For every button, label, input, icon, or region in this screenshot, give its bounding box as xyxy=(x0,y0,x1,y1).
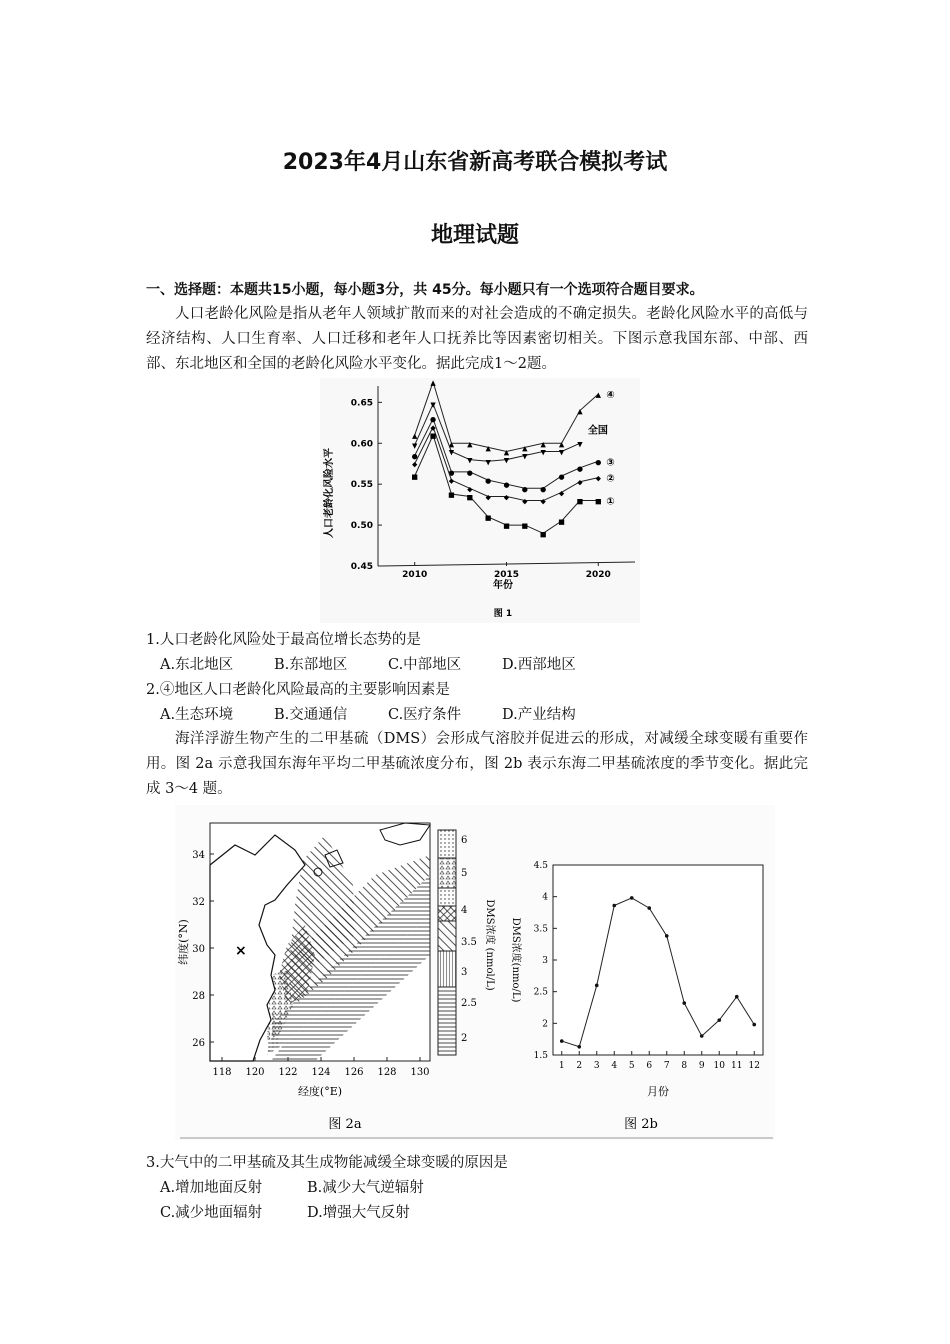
figure-1-point: ▼ xyxy=(577,440,583,449)
legend-title: DMS浓度 (nmol/L) xyxy=(484,899,495,991)
figure-2b-point xyxy=(595,984,599,988)
figure-2b-ytick-label: 1.5 xyxy=(533,1051,548,1061)
question-3-options-row1 xyxy=(160,1176,424,1197)
figure-1-point: ▲ xyxy=(540,440,546,449)
figure-2b-point xyxy=(647,906,651,910)
figure-2b-point xyxy=(752,1023,756,1027)
question-3-options-row2 xyxy=(160,1201,410,1222)
figure-1-point: ● xyxy=(540,485,547,494)
figure-2b-xtick-label: 12 xyxy=(748,1061,760,1071)
figure-1-xtick-label: 2015 xyxy=(493,570,520,580)
figure-2b-point xyxy=(682,1001,686,1005)
question-2-stem: 2.④地区人口老龄化风险最高的主要影响因素是 xyxy=(146,682,450,698)
figure-1-point: ▲ xyxy=(430,378,436,387)
figure-1-point: ▲ xyxy=(595,391,601,400)
question-1-stem: 1.人口老龄化风险处于最高位增长态势的是 xyxy=(146,632,421,648)
map-2a-ytick-label: 30 xyxy=(192,944,205,955)
figure-1-point: ■ xyxy=(484,513,492,522)
figure-1-series-label: ④ xyxy=(606,390,615,402)
map-2a-xtick-label: 122 xyxy=(278,1067,298,1078)
figure-1-point: ◆ xyxy=(522,497,528,506)
figure-1-point: ▼ xyxy=(448,448,455,457)
figure-1-point: ▲ xyxy=(503,448,510,457)
map-2a-ytick-label: 26 xyxy=(192,1038,205,1049)
figure-1-ytick-label: 0.65 xyxy=(350,398,373,409)
figure-2b-xtick-label: 10 xyxy=(713,1061,725,1071)
figure-1-point: ▼ xyxy=(540,448,546,457)
figure-2a-caption: 图 2a xyxy=(328,1117,362,1132)
q2-option-b[interactable]: B.交通通信 xyxy=(274,707,348,723)
figure-2b-point xyxy=(665,934,669,938)
legend-tick-label: 5 xyxy=(461,868,468,879)
figure-1-point: ■ xyxy=(576,497,584,506)
figure-1-point: ▼ xyxy=(522,452,528,461)
figure-1-chart xyxy=(320,378,640,623)
figure-2b-point xyxy=(612,904,616,908)
figure-2b-xtick-label: 2 xyxy=(576,1061,583,1071)
intro-paragraph-2: 海洋浮游生物产生的二甲基硫（DMS）会形成气溶胶并促进云的形成，对减缓全球变暖有重要作用。图 2a 示意我国东海年平均二甲基硫浓度分布，图 2b 表示东海二甲基硫浓度的季节变化。据此完成 3～4 题。 xyxy=(146,731,808,797)
figure-1-point: ◆ xyxy=(503,493,510,502)
question-1-options xyxy=(160,653,576,674)
figure-1-ytick-label: 0.50 xyxy=(350,521,373,532)
figure-1-point: ◆ xyxy=(430,423,436,432)
figure-1-point: ● xyxy=(430,415,437,424)
figure-1-point: ▼ xyxy=(430,401,436,409)
exam-title: 2023年4月山东省新高考联合模拟考试 xyxy=(282,150,668,175)
q1-option-b[interactable]: B.东部地区 xyxy=(274,657,348,673)
intro-paragraph-1: 人口老龄化风险是指从老年人领域扩散而来的对社会造成的不确定损失。老龄化风险水平的高低与经济结构、人口生育率、人口迁移和老年人口抚养比等因素密切相关。下图示意我国东部、中部、西部、东北地区和全国的老龄化风险水平变化。据此完成1～2题。 xyxy=(146,306,808,372)
q3-option-d[interactable]: D.增强大气反射 xyxy=(307,1205,410,1221)
figure-1-xlabel: 年份 xyxy=(493,580,513,591)
figure-2b-ytick-label: 2.5 xyxy=(533,987,548,998)
figure-1-point: ● xyxy=(485,477,492,486)
figure-1-point: ◆ xyxy=(577,478,583,487)
figure-2b-point xyxy=(717,1018,721,1022)
figure-2b-xtick-label: 7 xyxy=(663,1061,670,1071)
map-2a-ytick-label: 32 xyxy=(192,897,205,908)
figure-1-point: ◆ xyxy=(467,485,473,494)
figure-1-point: ■ xyxy=(521,522,529,531)
figure-1-series-label: ② xyxy=(606,473,615,485)
q1-option-c[interactable]: C.中部地区 xyxy=(388,657,462,673)
figure-1-point: ■ xyxy=(466,493,474,502)
figure-2b-caption: 图 2b xyxy=(624,1117,658,1132)
figure-1-point: ▲ xyxy=(558,440,565,449)
figure-1-point: ● xyxy=(576,464,583,473)
q3-option-c[interactable]: C.减少地面辐射 xyxy=(160,1205,263,1221)
legend-tick-label: 4 xyxy=(461,905,468,916)
figure-2b-ylabel: DMS浓度(nmo/L) xyxy=(510,917,521,1003)
figure-2b-ytick-label: 3.5 xyxy=(533,924,548,935)
figure-1-point: ▼ xyxy=(485,458,491,467)
figure-2b-point xyxy=(560,1039,564,1043)
figure-1-point: ◆ xyxy=(448,477,455,486)
figure-1-point: ■ xyxy=(558,518,565,526)
legend-tick-label: 3.5 xyxy=(461,937,477,948)
figure-1-point: ▼ xyxy=(558,448,565,457)
figure-1-point: ▼ xyxy=(467,456,473,465)
figure-1-point: ◆ xyxy=(485,493,491,502)
figure-2b-point xyxy=(577,1045,581,1049)
legend-tick-label: 3 xyxy=(461,967,468,978)
q1-option-d[interactable]: D.西部地区 xyxy=(502,657,576,673)
map-2a-ytick-label: 34 xyxy=(192,850,205,861)
figure-1-point: ● xyxy=(503,481,510,490)
figure-2b-ytick-label: 2 xyxy=(542,1019,548,1030)
figure-1-caption: 图 1 xyxy=(493,609,513,619)
q1-option-a[interactable]: A.东北地区 xyxy=(160,657,234,673)
map-2a-xlabel: 经度(°E) xyxy=(297,1085,343,1098)
figure-1-ytick-label: 0.55 xyxy=(350,480,373,491)
map-2a-ytick-label: 28 xyxy=(192,991,205,1002)
figure-1-point: ■ xyxy=(411,473,419,481)
figure-1-point: ■ xyxy=(448,491,455,499)
figure-2b-xtick-label: 9 xyxy=(698,1061,705,1071)
map-2a-xtick-label: 124 xyxy=(311,1067,331,1078)
map-2a-xtick-label: 130 xyxy=(410,1067,430,1078)
legend-tick-label: 2.5 xyxy=(461,998,477,1009)
figure-2b-ytick-label: 3 xyxy=(542,956,548,966)
figure-2b-xlabel: 月份 xyxy=(647,1085,669,1098)
figure-1-ytick-label: 0.60 xyxy=(350,439,373,450)
figure-2b-point xyxy=(735,995,739,999)
figure-1-point: ● xyxy=(521,485,528,494)
figure-1-point: ◆ xyxy=(558,489,565,498)
figure-2b-xtick-label: 4 xyxy=(611,1061,618,1071)
figure-2b-point xyxy=(700,1034,704,1038)
figure-2b-xtick-label: 1 xyxy=(558,1061,565,1071)
section-heading: 一、选择题：本题共15小题，每小题3分，共 45分。每小题只有一个选项符合题目要求。 xyxy=(146,282,704,298)
figure-1-point: ● xyxy=(595,458,602,467)
figure-1-point: ■ xyxy=(594,497,602,506)
figure-1-point: ▲ xyxy=(467,440,473,449)
figure-1-point: ■ xyxy=(503,522,510,531)
figure-2b-xtick-label: 8 xyxy=(681,1061,688,1071)
q3-option-b[interactable]: B.减少大气逆辐射 xyxy=(307,1180,424,1196)
figure-2b-xtick-label: 5 xyxy=(628,1061,635,1071)
legend-tick-label: 2 xyxy=(461,1033,468,1044)
figure-1-point: ▲ xyxy=(577,407,583,416)
figure-1-point: ● xyxy=(558,473,565,481)
svg-text:×: × xyxy=(235,943,247,959)
figure-1-point: ● xyxy=(448,468,455,477)
figure-1-point: ◆ xyxy=(540,497,546,506)
figure-1-point: ■ xyxy=(429,432,437,441)
figure-2b-xtick-label: 6 xyxy=(646,1061,653,1071)
figure-1-point: ▼ xyxy=(503,456,510,465)
figure-1-point: ▼ xyxy=(412,441,418,450)
map-2a-xtick-label: 128 xyxy=(377,1067,397,1078)
q2-option-a[interactable]: A.生态环境 xyxy=(160,707,234,723)
figure-2b-ytick-label: 4 xyxy=(542,892,548,903)
map-2a-xtick-label: 126 xyxy=(344,1067,364,1078)
figure-1-ylabel: 人口老龄化风险水平 xyxy=(324,448,335,538)
figure-1-xtick-label: 2020 xyxy=(585,570,611,580)
figure-2b-xtick-label: 3 xyxy=(593,1061,600,1071)
map-2a-xtick-label: 118 xyxy=(212,1067,232,1078)
q2-option-c[interactable]: C.医疗条件 xyxy=(388,707,462,723)
map-2a-xtick-label: 120 xyxy=(245,1067,265,1078)
figure-2b-ytick-label: 4.5 xyxy=(533,861,548,871)
figure-1-series-label: 全国 xyxy=(587,425,608,437)
legend-tick-label: 6 xyxy=(461,835,468,846)
map-2a-ylabel: 纬度(°N) xyxy=(177,919,190,965)
q3-option-a[interactable]: A.增加地面反射 xyxy=(160,1180,263,1196)
subject-title: 地理试题 xyxy=(430,223,519,248)
figure-1-point: ▲ xyxy=(485,444,491,453)
figure-1-point: ● xyxy=(466,468,473,477)
figure-1-point: ■ xyxy=(539,530,547,539)
figure-1-series-label: ① xyxy=(606,496,615,508)
figure-1-point: ▲ xyxy=(412,432,418,441)
figure-1-point: ▲ xyxy=(448,440,455,449)
figure-1-point: ● xyxy=(411,452,418,461)
figure-1-ytick-label: 0.45 xyxy=(350,562,373,572)
figure-1-series-label: ③ xyxy=(606,457,615,469)
figure-1-xtick-label: 2010 xyxy=(402,570,428,580)
question-3-stem: 3.大气中的二甲基硫及其生成物能减缓全球变暖的原因是 xyxy=(146,1155,508,1171)
figure-2-panel xyxy=(175,805,775,1140)
figure-2b-point xyxy=(630,896,634,900)
q2-option-d[interactable]: D.产业结构 xyxy=(502,707,576,723)
question-2-options xyxy=(160,703,576,724)
figure-1-point: ◆ xyxy=(595,474,601,483)
figure-1-point: ▲ xyxy=(522,444,528,453)
figure-1-point: ◆ xyxy=(412,460,418,469)
figure-2b-xtick-label: 11 xyxy=(731,1061,743,1071)
